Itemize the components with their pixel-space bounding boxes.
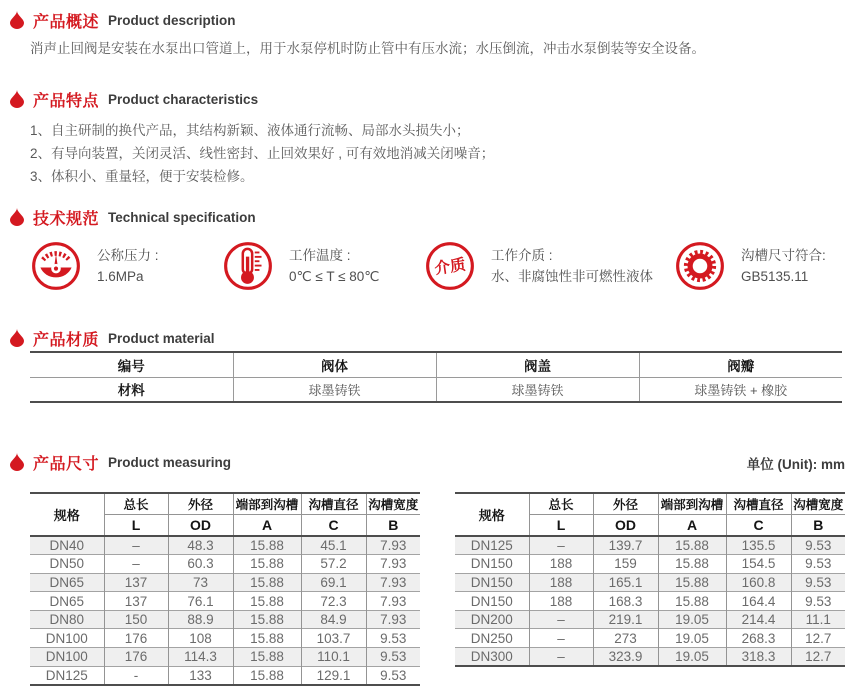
material-col-header: 阀瓣: [639, 352, 842, 377]
length-cell: 176: [104, 648, 168, 667]
end-to-groove-cell: 19.05: [658, 629, 726, 648]
col-header-sym: L: [529, 515, 593, 537]
groove-dia-cell: 69.1: [301, 573, 366, 592]
length-cell: –: [529, 610, 593, 629]
length-cell: –: [529, 536, 593, 555]
groove-width-cell: 9.53: [380, 630, 407, 646]
col-header-zh: 总长: [529, 493, 593, 515]
col-header-sym: C: [301, 515, 366, 537]
spec-value: 0℃ ≤ T ≤ 80℃: [289, 269, 380, 284]
spec-cell: DN40: [30, 536, 104, 555]
dimension-table-row: [455, 573, 845, 592]
od-cell: 168.3: [593, 592, 658, 611]
col-header-sym: B: [813, 517, 824, 533]
end-to-groove-cell: 15.88: [233, 573, 301, 592]
spec-cell: DN200: [455, 610, 529, 629]
material-cell: 球墨铸铁: [436, 377, 639, 402]
col-header-spec: 规格: [455, 493, 529, 536]
od-cell: 76.1: [168, 592, 233, 611]
characteristic-item: 1、自主研制的换代产品，其结构新颖、液体通行流畅、局部水头损失小；: [30, 123, 470, 138]
groove-dia-cell: 164.4: [726, 592, 791, 611]
spec-cell: DN100: [30, 629, 104, 648]
spec-cell: DN65: [30, 592, 104, 611]
dimension-table-row: [455, 536, 845, 555]
col-header-zh: 外径: [593, 493, 658, 515]
groove-dia-cell: 160.8: [726, 573, 791, 592]
end-to-groove-cell: 15.88: [233, 555, 301, 574]
spec-cell: DN50: [30, 555, 104, 574]
spec-label: 工作温度 :: [289, 248, 351, 263]
groove-dia-cell: 318.3: [726, 648, 791, 667]
col-header-spec: 规格: [30, 493, 104, 536]
groove-dia-cell: 57.2: [301, 555, 366, 574]
section-title-zh: 产品材质: [33, 331, 100, 349]
dimension-table-row: [455, 555, 845, 574]
col-header-zh: 沟槽宽度: [366, 493, 420, 515]
spec-value: GB5135.11: [741, 269, 809, 284]
dimension-table-body: [455, 536, 845, 666]
dimension-table-row: [30, 610, 420, 629]
material-col-header: 编号: [30, 352, 233, 377]
end-to-groove-cell: 15.88: [233, 629, 301, 648]
groove-width-cell: 12.7: [805, 630, 832, 646]
section-header-measuring: [10, 451, 231, 473]
groove-dia-cell: 214.4: [726, 610, 791, 629]
col-header-zh: 端部到沟槽: [233, 493, 301, 515]
groove-dia-cell: 129.1: [301, 666, 366, 685]
groove-width-cell: 7.93: [380, 538, 407, 554]
end-to-groove-cell: 15.88: [233, 536, 301, 555]
col-header-zh: 外径: [168, 493, 233, 515]
description-paragraph: 消声止回阀是安装在水泵出口管道上，用于水泵停机时防止管中有压水流；水压倒流，冲击水泵倒装等安全设备。: [30, 41, 705, 56]
od-cell: 219.1: [593, 610, 658, 629]
section-title-en: Technical specification: [108, 209, 256, 225]
groove-dia-cell: 72.3: [301, 592, 366, 611]
spec-cell: DN150: [455, 573, 529, 592]
material-col-header: 阀体: [233, 352, 436, 377]
spec-cell: DN125: [30, 666, 104, 685]
end-to-groove-cell: 15.88: [658, 536, 726, 555]
dimension-header-row: [30, 493, 420, 515]
groove-dia-cell: 154.5: [726, 555, 791, 574]
col-header-sym: OD: [168, 515, 233, 537]
groove-dia-cell: 103.7: [301, 629, 366, 648]
section-title-zh: 产品尺寸: [33, 455, 100, 473]
characteristic-item: 2、有导向装置，关闭灵活、线性密封、止回效果好 , 可有效地消减关闭噪音；: [30, 146, 495, 161]
groove-dia-cell: 84.9: [301, 610, 366, 629]
groove-dia-cell: 135.5: [726, 536, 791, 555]
dimension-table-right: [455, 492, 845, 667]
col-header-sym: B: [388, 517, 399, 533]
dimension-table-left: [30, 492, 420, 686]
groove-width-cell: 9.53: [805, 556, 832, 572]
spec-text: [97, 245, 159, 287]
col-header-sym: A: [658, 515, 726, 537]
length-cell: –: [529, 629, 593, 648]
od-cell: 108: [168, 629, 233, 648]
pressure-gauge-icon: [30, 240, 82, 292]
groove-width-cell: 9.53: [805, 574, 832, 590]
length-cell: 188: [529, 592, 593, 611]
spec-groove-standard: [674, 238, 826, 294]
spec-label: 沟槽尺寸符合:: [741, 248, 826, 263]
length-cell: –: [104, 555, 168, 574]
spec-value: 水、非腐蚀性非可燃性液体: [491, 269, 653, 284]
material-data-row: [30, 377, 842, 402]
spec-cell: DN65: [30, 573, 104, 592]
characteristic-item: 3、体积小、重量轻，便于安装检修。: [30, 169, 254, 184]
medium-icon: [424, 240, 476, 292]
groove-width-cell: 9.53: [805, 593, 832, 609]
section-header-description: [10, 9, 236, 31]
spec-label: 工作介质 :: [491, 248, 553, 263]
spec-value: 1.6MPa: [97, 269, 144, 284]
dimension-table-row: [30, 592, 420, 611]
dimension-table-row: [30, 555, 420, 574]
spec-text: [491, 245, 653, 287]
spec-cell: DN300: [455, 648, 529, 667]
thermometer-icon: [222, 240, 274, 292]
od-cell: 48.3: [168, 536, 233, 555]
groove-width-cell: 9.53: [380, 649, 407, 665]
material-header-row: [30, 352, 842, 377]
spec-nominal-pressure: [30, 238, 159, 294]
section-title-zh: 产品概述: [33, 13, 100, 31]
col-header-zh: 沟槽直径: [301, 493, 366, 515]
spec-cell: DN150: [455, 555, 529, 574]
spec-cell: DN125: [455, 536, 529, 555]
col-header-sym: A: [233, 515, 301, 537]
groove-width-cell: 12.7: [805, 649, 832, 665]
dimension-table-row: [455, 610, 845, 629]
groove-dia-cell: 110.1: [301, 648, 366, 667]
length-cell: –: [529, 648, 593, 667]
length-cell: 188: [529, 555, 593, 574]
end-to-groove-cell: 15.88: [658, 573, 726, 592]
section-title-en: Product description: [108, 12, 236, 28]
od-cell: 273: [593, 629, 658, 648]
od-cell: 139.7: [593, 536, 658, 555]
dimension-table-row: [30, 536, 420, 555]
material-col-header: 阀盖: [436, 352, 639, 377]
medium-icon-text: 介质: [433, 256, 467, 278]
drop-icon: [10, 453, 24, 471]
od-cell: 73: [168, 573, 233, 592]
dimension-table-row: [455, 592, 845, 611]
col-header-sym: OD: [593, 515, 658, 537]
groove-width-cell: 7.93: [380, 574, 407, 590]
length-cell: 176: [104, 629, 168, 648]
material-row-label: 材料: [30, 377, 233, 402]
length-cell: –: [104, 536, 168, 555]
material-cell: 球墨铸铁 + 橡胶: [694, 382, 788, 398]
section-title-en: Product material: [108, 330, 215, 346]
col-header-zh: 总长: [104, 493, 168, 515]
groove-width-cell: 9.53: [805, 538, 832, 554]
end-to-groove-cell: 15.88: [658, 592, 726, 611]
spec-cell: DN250: [455, 629, 529, 648]
od-cell: 165.1: [593, 573, 658, 592]
dimension-table-row: [30, 648, 420, 667]
od-cell: 88.9: [168, 610, 233, 629]
spec-text: [289, 245, 379, 287]
end-to-groove-cell: 19.05: [658, 648, 726, 667]
col-header-zh: 沟槽直径: [726, 493, 791, 515]
section-header-material: [10, 327, 215, 349]
end-to-groove-cell: 15.88: [658, 555, 726, 574]
dimension-table-row: [455, 629, 845, 648]
spec-working-temperature: [222, 238, 379, 294]
length-cell: 150: [104, 610, 168, 629]
spec-cell: DN100: [30, 648, 104, 667]
od-cell: 60.3: [168, 555, 233, 574]
section-title-zh: 技术规范: [33, 210, 100, 228]
col-header-zh: 端部到沟槽: [658, 493, 726, 515]
dimension-table-row: [30, 629, 420, 648]
characteristics-list: [30, 119, 494, 188]
length-cell: -: [104, 666, 168, 685]
end-to-groove-cell: 15.88: [233, 592, 301, 611]
col-header-sym: L: [104, 515, 168, 537]
col-header-zh: 沟槽宽度: [791, 493, 845, 515]
od-cell: 133: [168, 666, 233, 685]
drop-icon: [10, 90, 24, 108]
section-header-technical: [10, 206, 256, 228]
spec-cell: DN80: [30, 610, 104, 629]
section-title-en: Product measuring: [108, 454, 232, 470]
dimension-table-row: [30, 666, 420, 685]
dimension-table-body: [30, 536, 420, 685]
length-cell: 188: [529, 573, 593, 592]
od-cell: 159: [593, 555, 658, 574]
material-table: [30, 351, 842, 403]
groove-dia-cell: 45.1: [301, 536, 366, 555]
drop-icon: [10, 208, 24, 226]
length-cell: 137: [104, 573, 168, 592]
section-title-zh: 产品特点: [33, 92, 100, 110]
dimension-table-row: [30, 573, 420, 592]
groove-width-cell: 7.93: [380, 593, 407, 609]
col-header-sym: C: [726, 515, 791, 537]
dimension-header-row: [455, 493, 845, 515]
drop-icon: [10, 329, 24, 347]
section-title-en: Product characteristics: [108, 91, 259, 107]
od-cell: 323.9: [593, 648, 658, 667]
groove-gear-icon: [674, 240, 726, 292]
length-cell: 137: [104, 592, 168, 611]
groove-width-cell: 7.93: [380, 612, 407, 628]
groove-dia-cell: 268.3: [726, 629, 791, 648]
section-header-characteristics: [10, 88, 258, 110]
unit-label: 单位 (Unit): mm: [746, 457, 845, 472]
spec-cell: DN150: [455, 592, 529, 611]
material-cell: 球墨铸铁: [233, 377, 436, 402]
drop-icon: [10, 11, 24, 29]
groove-width-cell: 9.53: [380, 667, 407, 683]
groove-width-cell: 7.93: [380, 556, 407, 572]
od-cell: 114.3: [168, 648, 233, 667]
dimension-table-row: [455, 648, 845, 667]
end-to-groove-cell: 15.88: [233, 666, 301, 685]
spec-text: [741, 245, 826, 287]
end-to-groove-cell: 19.05: [658, 610, 726, 629]
spec-working-medium: [424, 238, 653, 294]
end-to-groove-cell: 15.88: [233, 648, 301, 667]
end-to-groove-cell: 15.88: [233, 610, 301, 629]
groove-width-cell: 11.1: [805, 612, 831, 628]
spec-label: 公称压力 :: [97, 248, 159, 263]
